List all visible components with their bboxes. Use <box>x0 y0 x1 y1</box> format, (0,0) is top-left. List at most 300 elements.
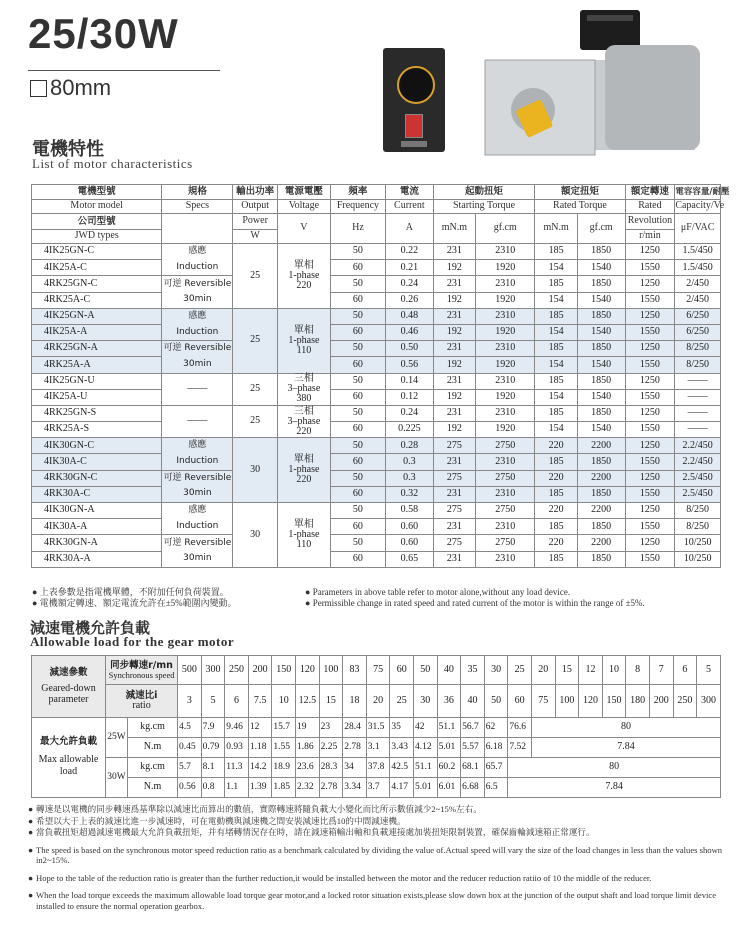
load-nm-value: 4.17 <box>390 778 414 798</box>
note-bottom-en-2: ● Hope to the table of the reduction ratio is greater than the further reduction,it would be installed between the motor and the reducer reduction ratiio of 10 the middle of the reducer. <box>28 872 652 883</box>
rated-speed-cell: 1250 <box>625 373 675 389</box>
voltage-line: 1-phase <box>288 334 320 346</box>
rated-speed-cell: 1550 <box>625 519 675 535</box>
current-cell: 0.14 <box>385 373 433 389</box>
table-row <box>32 292 721 308</box>
load-nm-value: 6.5 <box>484 778 508 798</box>
start-gfcm-cell: 2310 <box>476 519 535 535</box>
start-gfcm-cell: 2310 <box>476 373 535 389</box>
rated-speed-cell: 1250 <box>625 308 675 324</box>
current-cell: 0.46 <box>385 324 433 340</box>
start-nm-cell: 231 <box>433 308 475 324</box>
start-nm-cell: 192 <box>433 260 475 276</box>
load-kgcm-value: 9.46 <box>225 718 249 738</box>
capacity-cell: 2.5/450 <box>675 486 721 502</box>
load-kgcm-value: 76.6 <box>508 718 532 738</box>
sync-speed-value: 8 <box>626 656 650 685</box>
max-load-cn: 最大允許負載 <box>40 735 98 747</box>
frequency-cell: 50 <box>330 535 385 551</box>
title-divider <box>28 70 220 71</box>
model-cell: 4RK25GN-S <box>32 405 162 421</box>
header-frequency-en: Frequency <box>330 200 385 214</box>
frequency-cell: 50 <box>330 503 385 519</box>
rated-gfcm-cell: 1540 <box>577 292 625 308</box>
spec-cell: Induction <box>162 324 233 340</box>
start-nm-cell: 275 <box>433 470 475 486</box>
rated-speed-cell: 1550 <box>625 292 675 308</box>
spec-cell: 感應 <box>162 244 233 260</box>
capacity-cell: 8/250 <box>675 503 721 519</box>
header-current-en: Current <box>385 200 433 214</box>
load-nm-value: 1.18 <box>248 738 272 758</box>
voltage-cell <box>277 244 330 309</box>
start-gfcm-cell: 1920 <box>476 260 535 276</box>
rated-speed-cell: 1250 <box>625 405 675 421</box>
start-gfcm-cell: 1920 <box>476 389 535 405</box>
rated-speed-cell: 1550 <box>625 486 675 502</box>
voltage-line: 1-phase <box>288 464 320 476</box>
table-row <box>32 470 721 486</box>
start-gfcm-cell: 2310 <box>476 341 535 357</box>
rated-gfcm-cell: 2200 <box>577 503 625 519</box>
col-specs: 規格 <box>162 185 233 200</box>
current-cell: 0.32 <box>385 486 433 502</box>
model-cell: 4RK25A-S <box>32 422 162 438</box>
load-kgcm-value: 68.1 <box>461 758 485 778</box>
current-cell: 0.22 <box>385 244 433 260</box>
sync-speed-value: 35 <box>461 656 485 685</box>
current-cell: 0.24 <box>385 405 433 421</box>
current-cell: 0.21 <box>385 260 433 276</box>
current-cell: 0.225 <box>385 422 433 438</box>
sync-speed-value: 12 <box>579 656 603 685</box>
sync-speed-value: 40 <box>437 656 461 685</box>
spec-cell: —— <box>162 405 233 437</box>
table-row <box>32 276 721 292</box>
current-cell: 0.26 <box>385 292 433 308</box>
load-kgcm-value: 42.5 <box>390 758 414 778</box>
frequency-cell: 50 <box>330 276 385 292</box>
start-nm-cell: 231 <box>433 454 475 470</box>
col-frequency: 頻率 <box>330 185 385 200</box>
spec-cell: 30min <box>162 486 233 502</box>
model-cell: 4RK25GN-A <box>32 341 162 357</box>
load-nm-value: 0.8 <box>201 778 225 798</box>
note-bottom-cn-3: ● 當負載扭矩超過減速電機最大允許負載扭矩，并有堵轉情況存在時，請在減速箱輸出軸和負載連接處加裝扭矩限制裝置，確保齒輪減速箱正常運行。 <box>28 827 595 837</box>
rated-speed-cell: 1250 <box>625 503 675 519</box>
output-cell: 30 <box>233 438 278 503</box>
load-nm-value: 6.18 <box>484 738 508 758</box>
start-gfcm-cell: 2750 <box>476 535 535 551</box>
load-kgcm-value: 4.5 <box>178 718 202 738</box>
start-gfcm-cell: 1920 <box>476 357 535 373</box>
voltage-line: 220 <box>296 474 312 486</box>
capacity-cell: 8/250 <box>675 341 721 357</box>
header-speed-en: Rated <box>625 200 675 214</box>
load-kgcm-value: 18.9 <box>272 758 296 778</box>
spec-cell: Induction <box>162 454 233 470</box>
load-nm-value: 1.85 <box>272 778 296 798</box>
ratio-value: 150 <box>602 685 626 718</box>
rated-gfcm-cell: 1850 <box>577 486 625 502</box>
section-title-allowable-load: 減速電機允許負載 <box>30 620 151 637</box>
header-start-gfcm: gf.cm <box>476 214 535 244</box>
rated-gfcm-cell: 1540 <box>577 324 625 340</box>
notes-en <box>305 587 645 609</box>
rated-nm-cell: 185 <box>535 405 577 421</box>
sync-speed-value: 20 <box>531 656 555 685</box>
note-en-1: ● Parameters in above table refer to motor alone,without any load device. <box>305 587 571 597</box>
table-row <box>32 438 721 454</box>
load-nm-value: 1.55 <box>272 738 296 758</box>
ratio-value: 120 <box>579 685 603 718</box>
table-row <box>32 405 721 421</box>
start-gfcm-cell: 2750 <box>476 438 535 454</box>
load-nm-value: 1.39 <box>248 778 272 798</box>
start-gfcm-cell: 2310 <box>476 551 535 567</box>
load-row-nm <box>32 778 721 798</box>
rated-speed-cell: 1550 <box>625 324 675 340</box>
model-cell: 4IK30A-A <box>32 519 162 535</box>
table-row <box>32 454 721 470</box>
col-voltage: 電源電壓 <box>277 185 330 200</box>
rated-speed-cell: 1550 <box>625 454 675 470</box>
load-nm-value: 1.1 <box>225 778 249 798</box>
motor-characteristics-table <box>31 184 730 568</box>
spec-cell: 30min <box>162 551 233 567</box>
speed-dial-knob <box>397 66 435 104</box>
start-nm-cell: 231 <box>433 341 475 357</box>
load-nm-value: 2.78 <box>319 778 343 798</box>
model-cell: 4IK25A-C <box>32 260 162 276</box>
model-cell: 4RK25A-A <box>32 357 162 373</box>
voltage-cell <box>277 503 330 568</box>
sync-speed-value: 50 <box>413 656 437 685</box>
wattage-label: 25W <box>106 718 128 758</box>
sync-speed-value: 6 <box>673 656 697 685</box>
start-gfcm-cell: 2750 <box>476 470 535 486</box>
capacity-cell: 1.5/450 <box>675 260 721 276</box>
ratio-value: 15 <box>319 685 343 718</box>
load-kgcm-value: 19 <box>296 718 320 738</box>
note-bottom-en-3: ● When the load torque exceeds the maximum allowable load torque gear motor,and a locked rotor situation exists,please slow down box at the junction of the output shaft and load torque limit device installed to ensure the normal operation gearbox. <box>28 890 717 911</box>
frequency-cell: 60 <box>330 519 385 535</box>
geared-param-label <box>32 656 106 718</box>
rated-nm-cell: 185 <box>535 244 577 260</box>
load-kgcm-value: 51.1 <box>437 718 461 738</box>
rated-nm-cell: 154 <box>535 292 577 308</box>
start-gfcm-cell: 2310 <box>476 486 535 502</box>
ratio-value: 6 <box>225 685 249 718</box>
frame-size <box>30 75 111 101</box>
load-nm-value: 2.25 <box>319 738 343 758</box>
rated-gfcm-cell: 1850 <box>577 551 625 567</box>
start-gfcm-cell: 2310 <box>476 405 535 421</box>
start-nm-cell: 192 <box>433 422 475 438</box>
header-capacity-en: Capacity/Ve <box>675 200 721 214</box>
voltage-line: 220 <box>296 279 312 291</box>
output-cell: 25 <box>233 373 278 405</box>
rated-gfcm-cell: 2200 <box>577 535 625 551</box>
frequency-cell: 50 <box>330 405 385 421</box>
header-speed-unit: r/min <box>625 230 675 244</box>
frequency-cell: 60 <box>330 389 385 405</box>
capacity-cell: —— <box>675 405 721 421</box>
sync-speed-value: 25 <box>508 656 532 685</box>
allowable-load-table <box>31 655 721 798</box>
start-nm-cell: 231 <box>433 519 475 535</box>
header-voltage-en: Voltage <box>277 200 330 214</box>
output-cell: 25 <box>233 244 278 309</box>
voltage-line: 220 <box>296 425 312 437</box>
voltage-line: 110 <box>296 344 312 356</box>
frequency-cell: 50 <box>330 373 385 389</box>
section-title-characteristics: 電機特性 <box>32 139 104 159</box>
voltage-line: 三相 <box>293 373 314 385</box>
ratio-value: 60 <box>508 685 532 718</box>
start-nm-cell: 231 <box>433 373 475 389</box>
header-rated-nm: mN.m <box>535 214 577 244</box>
load-nm-value: 6.68 <box>461 778 485 798</box>
ratio-value: 180 <box>626 685 650 718</box>
voltage-line: 單相 <box>293 259 314 271</box>
header-speed-en2: Revolution <box>625 214 675 230</box>
table-row <box>32 308 721 324</box>
rated-speed-cell: 1250 <box>625 276 675 292</box>
ratio-value: 25 <box>390 685 414 718</box>
load-kgcm-value: 8.1 <box>201 758 225 778</box>
start-nm-cell: 192 <box>433 292 475 308</box>
start-nm-cell: 275 <box>433 438 475 454</box>
ratio-cn: 減速比i <box>125 689 158 701</box>
max-nm-value: 7.84 <box>508 778 721 798</box>
sync-speed-value: 75 <box>366 656 390 685</box>
sync-speed-value: 10 <box>602 656 626 685</box>
capacity-cell: —— <box>675 373 721 389</box>
sync-speed-value: 200 <box>248 656 272 685</box>
start-nm-cell: 275 <box>433 535 475 551</box>
current-cell: 0.24 <box>385 276 433 292</box>
rated-nm-cell: 220 <box>535 535 577 551</box>
capacity-cell: 2/450 <box>675 292 721 308</box>
load-nm-value: 4.12 <box>413 738 437 758</box>
rated-speed-cell: 1550 <box>625 422 675 438</box>
load-nm-value: 5.01 <box>437 738 461 758</box>
start-nm-cell: 231 <box>433 244 475 260</box>
square-icon <box>30 80 47 97</box>
current-cell: 0.12 <box>385 389 433 405</box>
header-start-nm: mN.m <box>433 214 475 244</box>
sync-speed-value: 300 <box>201 656 225 685</box>
header-output-en2: Power <box>233 214 278 230</box>
load-kgcm-value: 11.3 <box>225 758 249 778</box>
load-kgcm-value: 34 <box>343 758 367 778</box>
rated-speed-cell: 1250 <box>625 341 675 357</box>
sync-speed-row <box>32 656 721 685</box>
frequency-cell: 60 <box>330 357 385 373</box>
voltage-line: 單相 <box>293 518 314 530</box>
header-frequency-unit: Hz <box>330 214 385 244</box>
load-nm-value: 2.78 <box>343 738 367 758</box>
ratio-value: 10 <box>272 685 296 718</box>
header-output-en: Output <box>233 200 278 214</box>
start-gfcm-cell: 1920 <box>476 292 535 308</box>
notes-bottom <box>28 804 728 912</box>
load-nm-value: 3.43 <box>390 738 414 758</box>
table-row <box>32 324 721 340</box>
frequency-cell: 60 <box>330 551 385 567</box>
geared-param-en: Geared-down parameter <box>41 683 96 706</box>
table-row <box>32 341 721 357</box>
ratio-row <box>32 685 721 718</box>
wattage-label: 30W <box>106 758 128 798</box>
note-cn-2: ● 電機額定轉速、額定電流允許在±5%範圍內變動。 <box>32 598 237 608</box>
rated-gfcm-cell: 1850 <box>577 373 625 389</box>
model-cell: 4RK30A-C <box>32 486 162 502</box>
ratio-value: 100 <box>555 685 579 718</box>
load-kgcm-value: 51.1 <box>413 758 437 778</box>
run-switch <box>405 114 423 138</box>
rated-speed-cell: 1550 <box>625 551 675 567</box>
rated-nm-cell: 220 <box>535 470 577 486</box>
load-nm-value: 1.86 <box>296 738 320 758</box>
rated-gfcm-cell: 1540 <box>577 422 625 438</box>
header-voltage-unit: V <box>277 214 330 244</box>
start-nm-cell: 192 <box>433 389 475 405</box>
ratio-value: 50 <box>484 685 508 718</box>
load-kgcm-value: 12 <box>248 718 272 738</box>
ratio-value: 20 <box>366 685 390 718</box>
rated-nm-cell: 185 <box>535 454 577 470</box>
voltage-line: 三相 <box>293 405 314 417</box>
model-cell: 4IK25A-A <box>32 324 162 340</box>
model-cell: 4RK25GN-C <box>32 276 162 292</box>
rated-gfcm-cell: 1850 <box>577 519 625 535</box>
ratio-value: 18 <box>343 685 367 718</box>
rated-gfcm-cell: 2200 <box>577 470 625 486</box>
frequency-cell: 60 <box>330 324 385 340</box>
col-model: 電機型號 <box>32 185 162 200</box>
start-gfcm-cell: 1920 <box>476 422 535 438</box>
sync-speed-value: 7 <box>649 656 673 685</box>
voltage-line: 1-phase <box>288 528 320 540</box>
output-cell: 25 <box>233 405 278 437</box>
max-kgcm-value: 80 <box>531 718 720 738</box>
spec-cell: —— <box>162 373 233 405</box>
page-title: 25/30W <box>28 10 179 57</box>
rated-speed-cell: 1250 <box>625 470 675 486</box>
rated-nm-cell: 185 <box>535 519 577 535</box>
rated-nm-cell: 185 <box>535 341 577 357</box>
capacity-cell: —— <box>675 422 721 438</box>
table-row <box>32 373 721 389</box>
voltage-cell <box>277 405 330 437</box>
header-jwd: 公司型號 <box>32 214 162 230</box>
load-row-nm <box>32 738 721 758</box>
load-kgcm-value: 60.2 <box>437 758 461 778</box>
capacity-cell: 6/250 <box>675 308 721 324</box>
model-cell: 4IK30A-C <box>32 454 162 470</box>
model-cell: 4IK30GN-C <box>32 438 162 454</box>
spec-cell: 30min <box>162 357 233 373</box>
ratio-value: 36 <box>437 685 461 718</box>
rated-speed-cell: 1550 <box>625 357 675 373</box>
table-row <box>32 486 721 502</box>
start-nm-cell: 192 <box>433 357 475 373</box>
current-cell: 0.3 <box>385 454 433 470</box>
unit-nm: N.m <box>128 778 178 798</box>
header-rated-gfcm: gf.cm <box>577 214 625 244</box>
ratio-label <box>106 685 178 718</box>
rated-gfcm-cell: 1540 <box>577 260 625 276</box>
note-cn-1: ● 上表參數是指電機單體，不附加任何負荷裝置。 <box>32 587 229 597</box>
voltage-line: 3–phase <box>287 415 321 427</box>
header-capacity-unit: μF/VAC <box>675 214 721 244</box>
spec-cell: 感應 <box>162 308 233 324</box>
frequency-cell: 60 <box>330 292 385 308</box>
voltage-line: 單相 <box>293 324 314 336</box>
rated-speed-cell: 1250 <box>625 535 675 551</box>
rated-nm-cell: 154 <box>535 357 577 373</box>
sync-speed-value: 100 <box>319 656 343 685</box>
rated-nm-cell: 220 <box>535 438 577 454</box>
current-cell: 0.3 <box>385 470 433 486</box>
unit-kgcm: kg.cm <box>128 718 178 738</box>
table-row <box>32 357 721 373</box>
ratio-value: 30 <box>413 685 437 718</box>
current-cell: 0.28 <box>385 438 433 454</box>
frequency-cell: 50 <box>330 470 385 486</box>
ratio-value: 200 <box>649 685 673 718</box>
spec-cell: 感應 <box>162 438 233 454</box>
header-start-en: Starting Torque <box>433 200 535 214</box>
header-specs-en: Specs <box>162 200 233 214</box>
spec-cell: 感應 <box>162 503 233 519</box>
max-nm-value: 7.84 <box>531 738 720 758</box>
ratio-value: 40 <box>461 685 485 718</box>
current-cell: 0.56 <box>385 357 433 373</box>
voltage-cell <box>277 438 330 503</box>
capacity-cell: 2.2/450 <box>675 454 721 470</box>
rated-nm-cell: 185 <box>535 308 577 324</box>
model-cell: 4IK25A-U <box>32 389 162 405</box>
capacity-cell: 2/450 <box>675 276 721 292</box>
load-kgcm-value: 28.3 <box>319 758 343 778</box>
load-kgcm-value: 23 <box>319 718 343 738</box>
ratio-value: 250 <box>673 685 697 718</box>
load-kgcm-value: 14.2 <box>248 758 272 778</box>
load-nm-value: 0.45 <box>178 738 202 758</box>
capacity-cell: —— <box>675 389 721 405</box>
col-rated-speed: 額定轉速 <box>625 185 675 200</box>
table-row <box>32 244 721 260</box>
capacity-cell: 8/250 <box>675 519 721 535</box>
start-gfcm-cell: 2310 <box>476 276 535 292</box>
rated-gfcm-cell: 1850 <box>577 276 625 292</box>
rated-speed-cell: 1250 <box>625 438 675 454</box>
current-cell: 0.60 <box>385 519 433 535</box>
section-subtitle-allowable-load: Allowable load for the gear motor <box>30 634 235 649</box>
frequency-cell: 60 <box>330 486 385 502</box>
voltage-line: 380 <box>296 393 312 405</box>
rated-gfcm-cell: 1540 <box>577 357 625 373</box>
table-row <box>32 535 721 551</box>
controller-label-plate <box>401 141 427 147</box>
sync-speed-en: Synchronous speed <box>108 669 175 680</box>
load-kgcm-value: 7.9 <box>201 718 225 738</box>
start-nm-cell: 192 <box>433 324 475 340</box>
rated-speed-cell: 1550 <box>625 260 675 276</box>
